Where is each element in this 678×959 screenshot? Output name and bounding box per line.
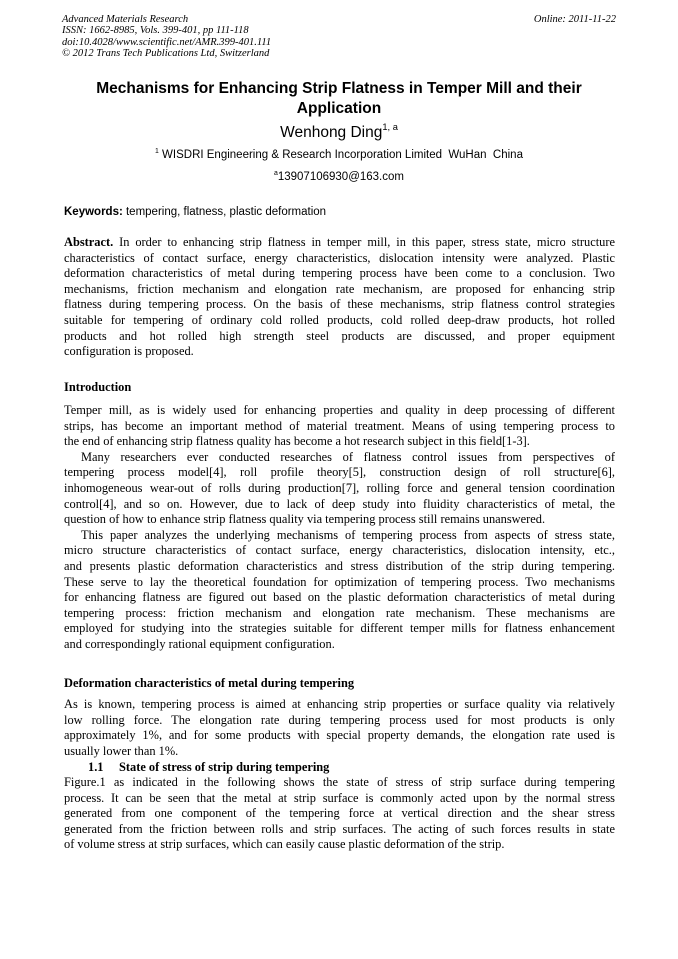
keywords [64, 205, 614, 220]
paragraph-line: question of how to enhance strip flatness quality via tempering process still remains unanswered. [64, 512, 546, 527]
paragraph-line: strips, has become an important method of material treatment. Means of using tempering process to [64, 418, 615, 433]
paragraph-line: tempering process model[4], roll profile theory[5], construction design of roll structure[6], [64, 465, 615, 480]
journal-header [62, 14, 616, 59]
abstract-line: configuration is proposed. [64, 344, 194, 359]
email-superscript: a [274, 169, 278, 177]
section-heading-introduction: Introduction [64, 380, 132, 394]
title-line: Application [296, 100, 382, 117]
paper-title [64, 79, 614, 119]
author [64, 123, 614, 143]
deformation-body-1 [64, 697, 615, 759]
paragraph-line: usually lower than 1%. [64, 743, 179, 758]
deformation-body-2 [64, 775, 615, 853]
affiliation-text: WISDRI Engineering & Research Incorporation Limited WuHan China [158, 149, 523, 161]
affiliation-superscript: 1 [155, 147, 159, 155]
abstract-line: mechanisms, friction mechanism and elongation rate mechanism, are proposed for enhancing strip [64, 281, 615, 296]
abstract-label: Abstract. [64, 235, 114, 249]
abstract-line: deformation characteristics of metal during tempering process have been come to a conclusion. Two [64, 266, 615, 281]
doi-line: doi:10.4028/www.scientific.net/AMR.399-401.111 [62, 36, 272, 48]
title-line: Mechanisms for Enhancing Strip Flatness in Temper Mill and their [96, 80, 582, 97]
section-heading-deformation: Deformation characteristics of metal during tempering [64, 676, 355, 690]
abstract-line: characteristics of contact surface, energy characteristics, dislocation intensity were analyzed. Plastic [64, 250, 615, 265]
online-date: Online: 2011-11-22 [533, 14, 616, 25]
paragraph-line: This paper analyzes the underlying mechanisms of tempering process from aspects of stress state, [81, 527, 615, 542]
paragraph-line: inhomogeneous wear-out of rolls during production[7], rolling force and general tension coordination [64, 480, 615, 495]
author-email [64, 170, 614, 185]
affiliation [64, 148, 614, 163]
issn-line: ISSN: 1662-8985, Vols. 399-401, pp 111-118 [62, 25, 249, 37]
abstract [64, 235, 615, 360]
author-superscript: 1, a [382, 122, 398, 133]
copyright-line: © 2012 Trans Tech Publications Ltd, Switzerland [62, 47, 270, 59]
paragraph-line: approximately 1%, and for some products with special property demands, the elongation rate used is [64, 728, 615, 743]
paragraph-line: Many researchers ever conducted researches of flatness control issues from perspectives of [81, 449, 615, 464]
abstract-line: suitable for tempering of ordinary cold rolled products, cold rolled deep-draw products, hot rolled [64, 312, 615, 327]
abstract-line: products and hot rolled high strength steel products are discussed, and proper equipment [64, 328, 615, 343]
paragraph-line: generated from one component of the tempering force at vertical direction and the shear stress [64, 806, 615, 821]
paragraph-line: and correspondingly rational equipment configuration. [64, 636, 335, 651]
paragraph-line: of volume stress at strip surfaces, which can easily cause plastic deformation of the strip. [64, 837, 505, 852]
journal-name: Advanced Materials Research [62, 14, 189, 25]
introduction-body [64, 403, 615, 653]
author-name: Wenhong Ding [280, 124, 383, 141]
paragraph-line: employed for studying into the strategies suitable for different temper mills for flatness enhancement [64, 621, 615, 636]
keywords-text: tempering, flatness, plastic deformation [122, 206, 327, 218]
paragraph-line: Temper mill, as is widely used for enhancing properties and quality in deep processing of different [64, 403, 615, 417]
abstract-line: Abstract. In order to enhancing strip flatness in temper mill, in this paper, stress state, micro structure [64, 235, 615, 249]
paragraph-line: These serve to lay the theoretical foundation for optimization of tempering process. Two mechanisms [64, 574, 615, 589]
paragraph-line: for enhancing flatness are figured out based on the plastic deformation characteristics of metal during [64, 590, 615, 605]
abstract-line: flatness during tempering process. On the basis of these mechanisms, strip flatness control strategies [64, 297, 615, 312]
paragraph-line: tempering process: friction mechanism and elongation rate mechanism. These mechanisms are [64, 605, 615, 620]
paragraph-line: process. It can be seen that the metal at strip surface is commonly acted upon by the normal stress [64, 790, 615, 805]
paragraph-line: As is known, tempering process is aimed at enhancing strip properties or surface quality via relatively [64, 697, 615, 711]
subsection-heading: 1.1 State of stress of strip during tempering [88, 760, 330, 774]
paragraph-line: Figure.1 as indicated in the following shows the state of stress of strip surface during tempering [64, 775, 615, 789]
paragraph-line: micro structure characteristics of contact surface, energy characteristics, dislocation intensity, etc., [64, 543, 615, 558]
keywords-label: Keywords: [64, 206, 123, 218]
paragraph-line: control[4], and so on. However, due to lack of deep study into fluidity characteristics of metal, the [64, 496, 615, 511]
paragraph-line: low rolling force. The elongation rate during tempering process used for most products is only [64, 712, 615, 727]
paragraph-line: and presents plastic deformation characteristics and stress distribution of the strip during tempering. [64, 558, 615, 573]
paragraph-line: the end of enhancing strip flatness quality has become a hot research subject in this field[1-3]. [64, 434, 530, 449]
paragraph-line: generated from the friction between rolls and strip surfaces. The acting of such forces results in state [64, 821, 615, 836]
email-text: 13907106930@163.com [277, 171, 404, 183]
